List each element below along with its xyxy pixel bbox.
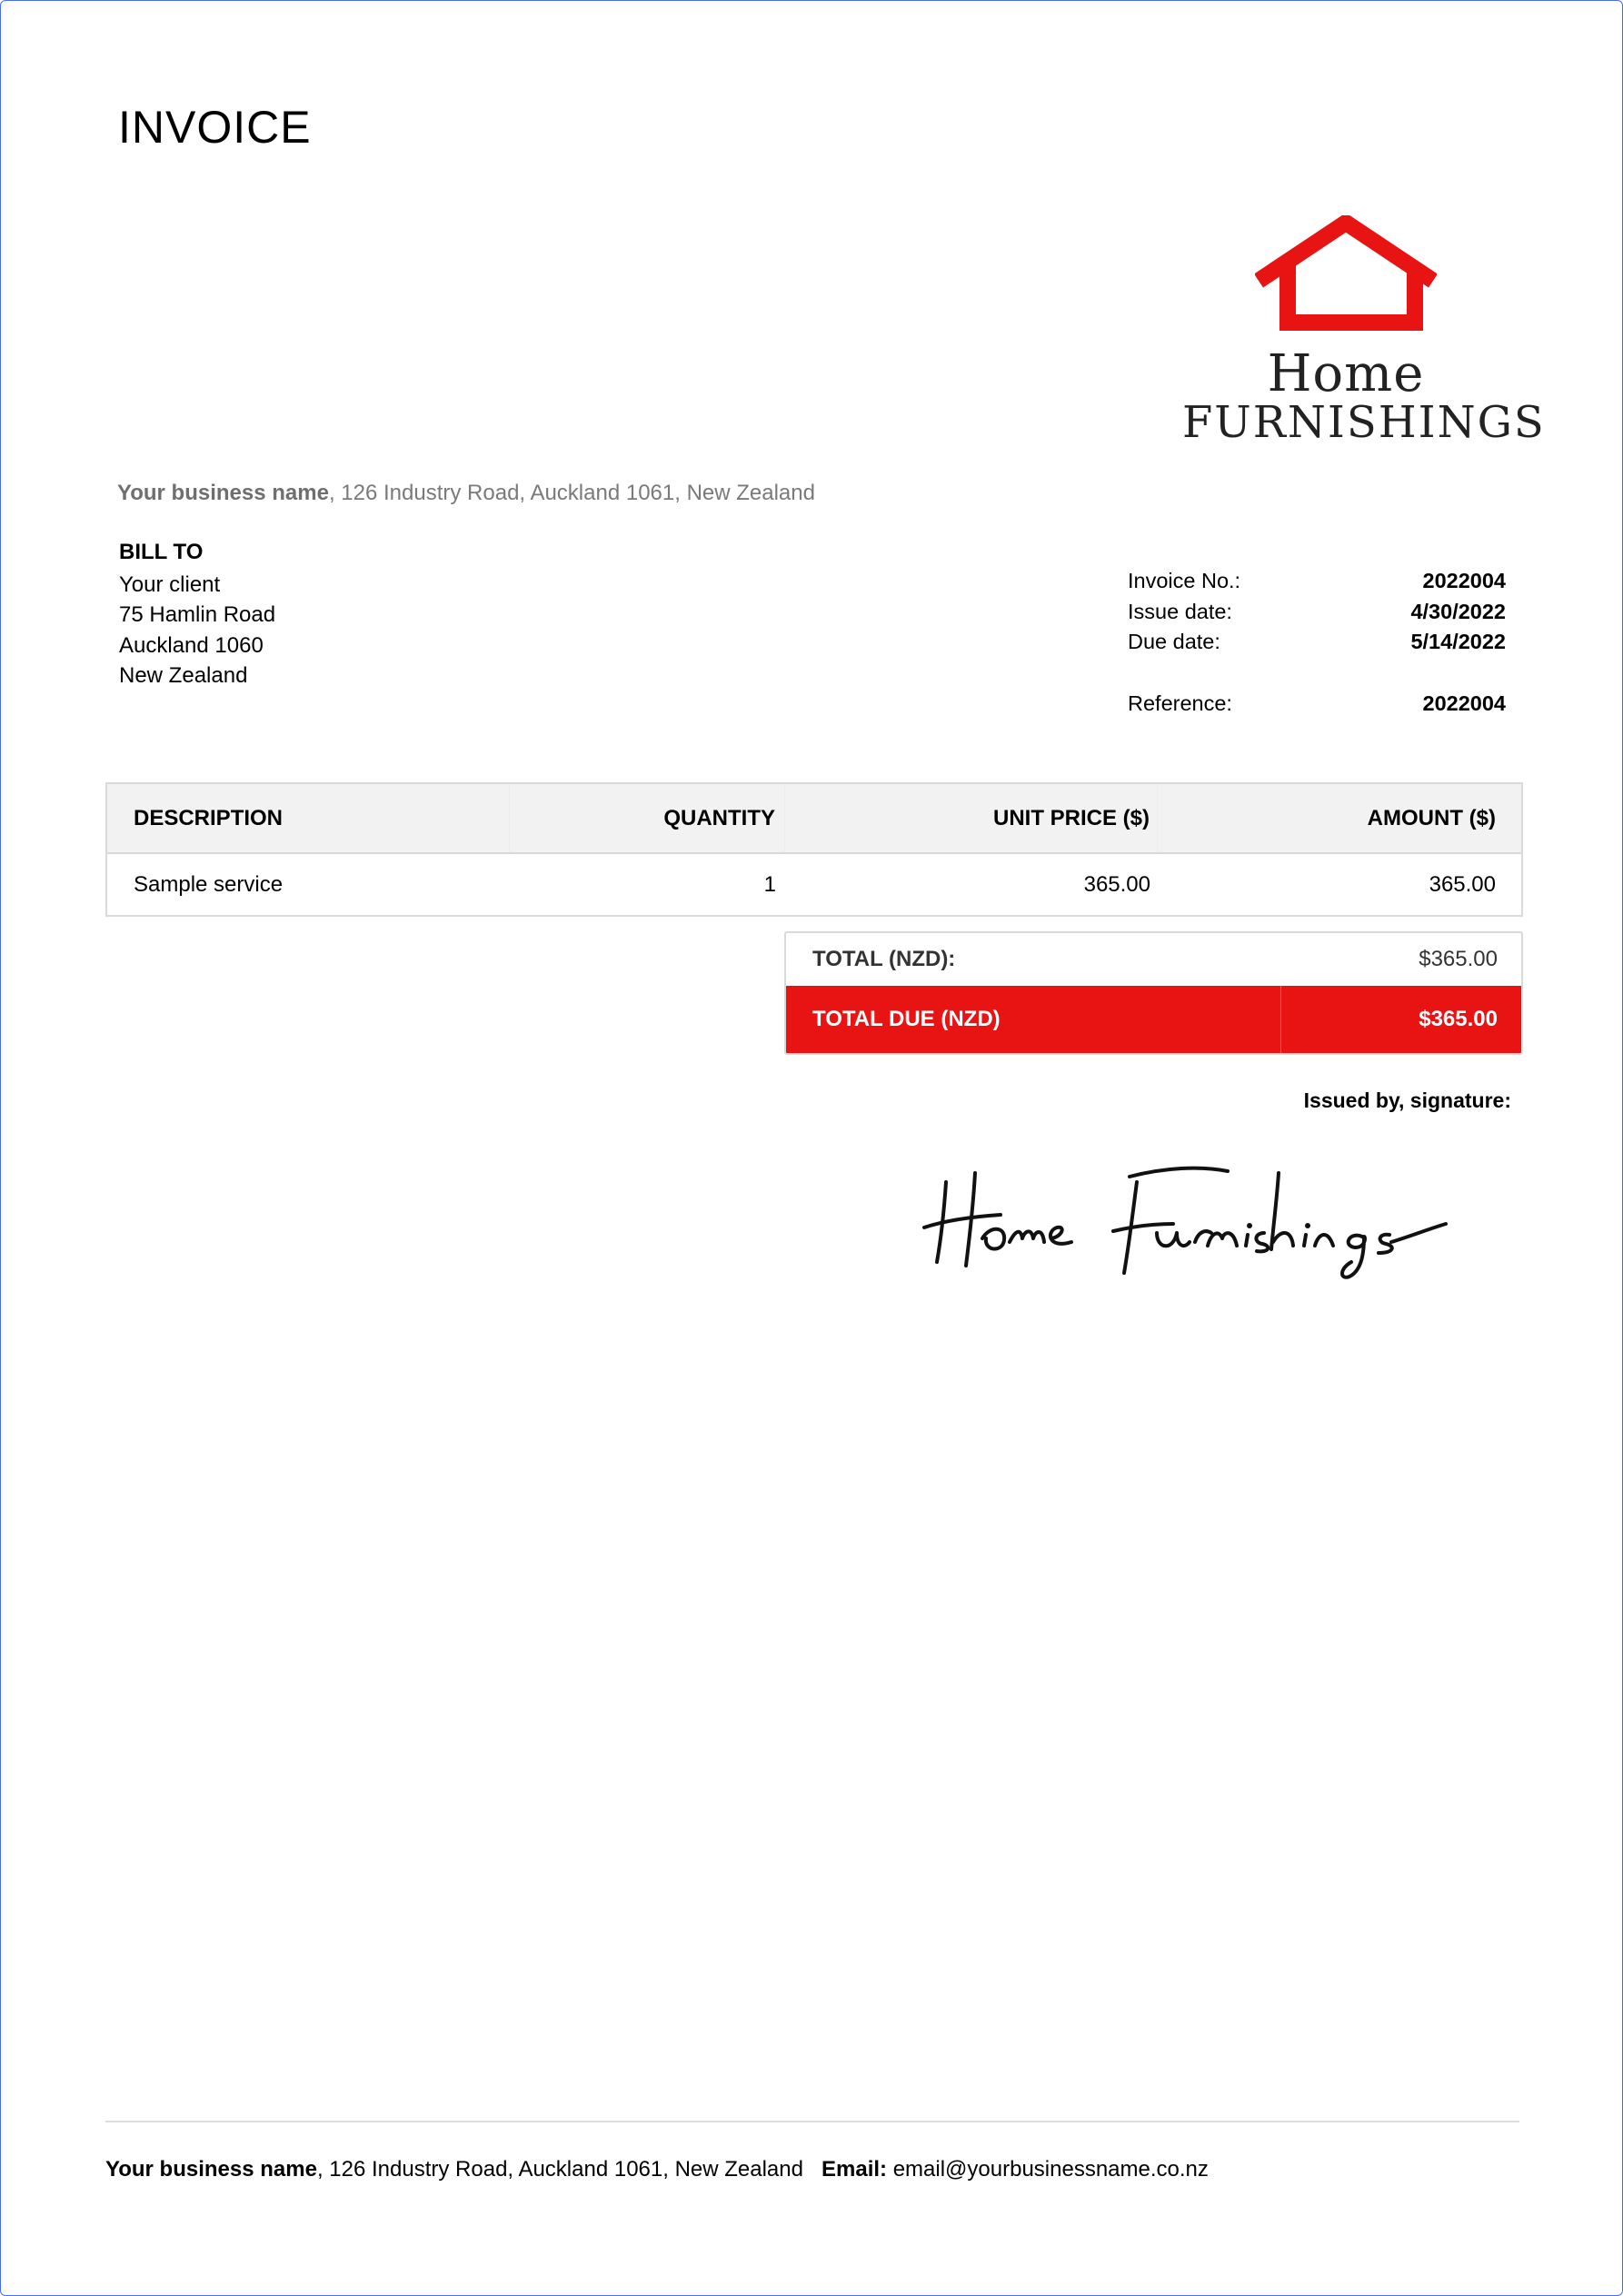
footer <box>105 2157 1209 2182</box>
house-icon <box>1255 215 1437 333</box>
line-items-table <box>105 782 1523 917</box>
footer-divider <box>105 2121 1519 2122</box>
invoice-number-value: 2022004 <box>1422 569 1506 592</box>
total-label: TOTAL (NZD): <box>812 947 956 971</box>
totals-box <box>784 931 1523 1055</box>
sender-name: Your business name <box>117 481 329 505</box>
invoice-number-label: Invoice No.: <box>1128 569 1241 592</box>
due-date-label: Due date: <box>1128 630 1220 653</box>
bill-to-title: BILL TO <box>119 540 204 564</box>
header-unit-price: UNIT PRICE ($) <box>785 784 1158 852</box>
logo-text-line1: Home <box>1267 344 1425 403</box>
bill-to-block <box>119 537 275 691</box>
bill-to-line: 75 Hamlin Road <box>119 602 276 627</box>
due-date-row <box>1128 627 1506 658</box>
total-due-value: $365.00 <box>1419 1007 1498 1031</box>
cell-amount: 365.00 <box>1429 871 1496 897</box>
issue-date-value: 4/30/2022 <box>1410 599 1506 623</box>
bill-to-line: Auckland 1060 <box>119 632 264 658</box>
header-quantity: QUANTITY <box>510 784 785 852</box>
footer-email-label: Email: <box>821 2157 888 2182</box>
invoice-number-row <box>1128 566 1506 597</box>
cell-unit-price: 365.00 <box>1083 871 1150 897</box>
sender-address-line <box>117 481 815 506</box>
total-row <box>786 933 1521 986</box>
footer-email[interactable]: email@yourbusinessname.co.nz <box>892 2157 1209 2182</box>
logo-text-line2: FURNISHINGS <box>1182 397 1546 448</box>
reference-value: 2022004 <box>1422 691 1506 715</box>
cell-quantity: 1 <box>763 871 776 897</box>
footer-business-name: Your business name <box>105 2157 317 2182</box>
issue-date-row <box>1128 597 1506 628</box>
total-value: $365.00 <box>1419 947 1498 971</box>
table-row <box>107 854 1521 915</box>
signature-label: Issued by, signature: <box>1303 1088 1511 1112</box>
invoice-meta <box>1128 566 1506 719</box>
issue-date-label: Issue date: <box>1128 599 1232 623</box>
total-due-label: TOTAL DUE (NZD) <box>786 986 1281 1053</box>
company-logo <box>1182 215 1546 452</box>
sender-address: , 126 Industry Road, Auckland 1061, New Zealand <box>328 481 815 505</box>
table-header <box>107 784 1521 854</box>
footer-address: , 126 Industry Road, Auckland 1061, New Zealand <box>316 2157 803 2182</box>
bill-to-line: Your client <box>119 572 221 597</box>
cell-description: Sample service <box>134 871 284 897</box>
header-amount: AMOUNT ($) <box>1367 805 1496 830</box>
bill-to-line: New Zealand <box>119 663 248 688</box>
document-title: INVOICE <box>118 102 312 153</box>
handwritten-signature <box>919 1155 1491 1282</box>
total-due-row <box>786 986 1521 1053</box>
due-date-value: 5/14/2022 <box>1410 630 1506 653</box>
reference-label: Reference: <box>1128 691 1232 715</box>
header-description: DESCRIPTION <box>107 784 510 852</box>
reference-row <box>1128 689 1506 720</box>
